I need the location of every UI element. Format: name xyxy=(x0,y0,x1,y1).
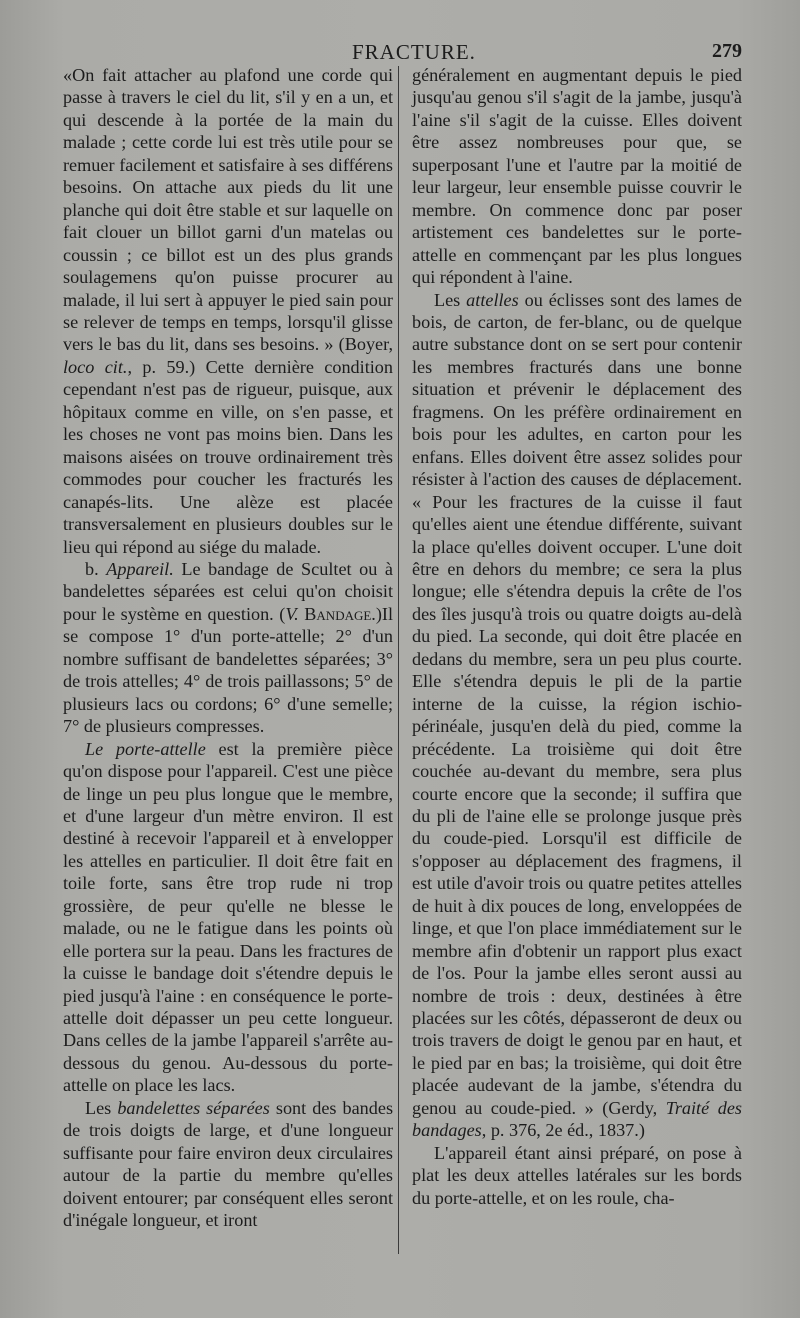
paragraph: Les attelles ou éclisses sont des lames de bois, de carton, de fer-blanc, ou de quelque autre substance dont on se sert pour contenir les membres fracturés dans une bonne situation et prévenir le déplacement des fragmens. On les préfère ordinairement en bois pour les adultes, en carton pour les enfans. Elles doivent être assez solides pour résister à l'action des causes de déplacement. « Pour les fractures de la cuisse il faut qu'elles aient une étendue différente, suivant la place qu'elles doivent occuper. L'une doit être en dehors du membre; ce sera la plus longue; elle s'étendra depuis la crête de l'os des îles jusqu'à trois ou quatre doigts au-delà du pied. La seconde, qui doit être placée en dedans du membre, sera un peu plus courte. Elle s'étendra depuis le pli de la partie interne de la cuisse, la région ischio-périnéale, jusqu'en delà du pied, comme la précédente. La troisième qui doit être couchée au-devant du membre, sera plus courte encore que la seconde; il suffira que du pli de l'aine elle se prolonge jusque près du coude-pied. Lorsqu'il est difficile de s'opposer au déplacement des fragmens, il est utile d'avoir trois ou quatre petites attelles de huit à dix pouces de long, enveloppées de linge, et que l'on place immédiatement sur le membre afin d'obtenir un rapport plus exact de l'os. Pour la jambe elles seront aussi au nombre de trois : deux, destinées à être placées sur les côtés, dépasseront de deux ou trois travers de doigt le genou par en haut, et le pied par en bas; la troisième, qui doit être placée audevant de la jambe, s'étendra du genou au coude-pied. » (Gerdy, Traité des bandages, p. 376, 2e éd., 1837.) xyxy=(412,289,743,1141)
page-number: 279 xyxy=(712,40,742,62)
page-header xyxy=(62,36,742,66)
paragraph: L'appareil étant ainsi préparé, on pose à plat les deux attelles latérales sur les bords du porte-attelle, et on les roule, cha- xyxy=(412,1142,742,1208)
right-column xyxy=(412,64,742,1209)
paragraph: Le porte-attelle est la première pièce qu'on dispose pour l'appareil. C'est une pièce de linge un peu plus longue que le membre, et d'une largeur d'un mètre environ. Il est destiné à recevoir l'appareil et à envelopper les attelles en particulier. Il doit être fait en toile forte, sans être trop rude ni trop grossière, de peur qu'elle ne blesse le malade, ou ne le fatigue dans les points où elle portera sur la peau. Dans les fractures de la cuisse le bandage doit s'étendre depuis le pied jusqu'à l'aine : en conséquence le porte-attelle doit dépasser un peu cette longueur. Dans celles de la jambe l'appareil s'arrête au-dessous du genou. Au-dessous du porte-attelle on place les lacs. xyxy=(63,738,393,1096)
paragraph: généralement en augmentant depuis le pied jusqu'au genou s'il s'agit de la jambe, jusqu'à l'aine s'il s'agit de la cuisse. Elles doivent être assez nombreuses pour que, se superposant l'une et l'autre par la moitié de leur largeur, leur ensemble puisse couvrir le membre. On commence donc par poser artistement ces bandelettes sur le porte-attelle en commençant par les plus longues qui répondent à l'aine. xyxy=(412,65,742,288)
running-title: FRACTURE. xyxy=(352,40,476,64)
paragraph: Les bandelettes séparées sont des bandes de trois doigts de large, et d'une longueur suffisante pour faire environ deux circulaires autour de la partie du membre qu'elles doivent entourer; par conséquent elles seront d'inégale longueur, et iront xyxy=(63,1097,394,1231)
paragraph: «On fait attacher au plafond une corde qui passe à travers le ciel du lit, s'il y en a un, et qui descende à la portée de la main du malade ; cette corde lui est très utile pour se remuer facilement et satisfaire à ses différens besoins. On attache aux pieds du lit une planche qui doit être stable et sur laquelle on fait clouer un billot garni d'un matelas ou coussin ; ce billot est un des plus grands soulagemens qu'on puisse procurer au malade, il lui sert à appuyer le pied sain pour se relever de temps en temps, lorsqu'il glisse vers le bas du lit, dans ses besoins. » (Boyer, loco cit., p. 59.) Cette dernière condition cependant n'est pas de rigueur, puisque, aux hôpitaux comme en ville, on s'en passe, et les choses ne vont pas moins bien. Dans les maisons aisées on trouve ordinairement très commodes pour coucher les fracturés les canapés-lits. Une alèze est placée transversalement en plusieurs doubles sur le lieu qui répond au siége du malade. xyxy=(63,65,393,557)
paragraph: b. Appareil. Le bandage de Scultet ou à bandelettes séparées est celui qu'on choisit pour le système en question. (V. Bandage.)Il se compose 1° d'un porte-attelle; 2° d'un nombre suffisant de bandelettes séparées; 3° de trois attelles; 4° de trois paillassons; 5° de plusieurs lacs ou cordons; 6° d'une semelle; 7° de plusieurs compresses. xyxy=(63,558,394,737)
left-column xyxy=(63,64,393,1232)
column-divider xyxy=(398,66,399,1254)
